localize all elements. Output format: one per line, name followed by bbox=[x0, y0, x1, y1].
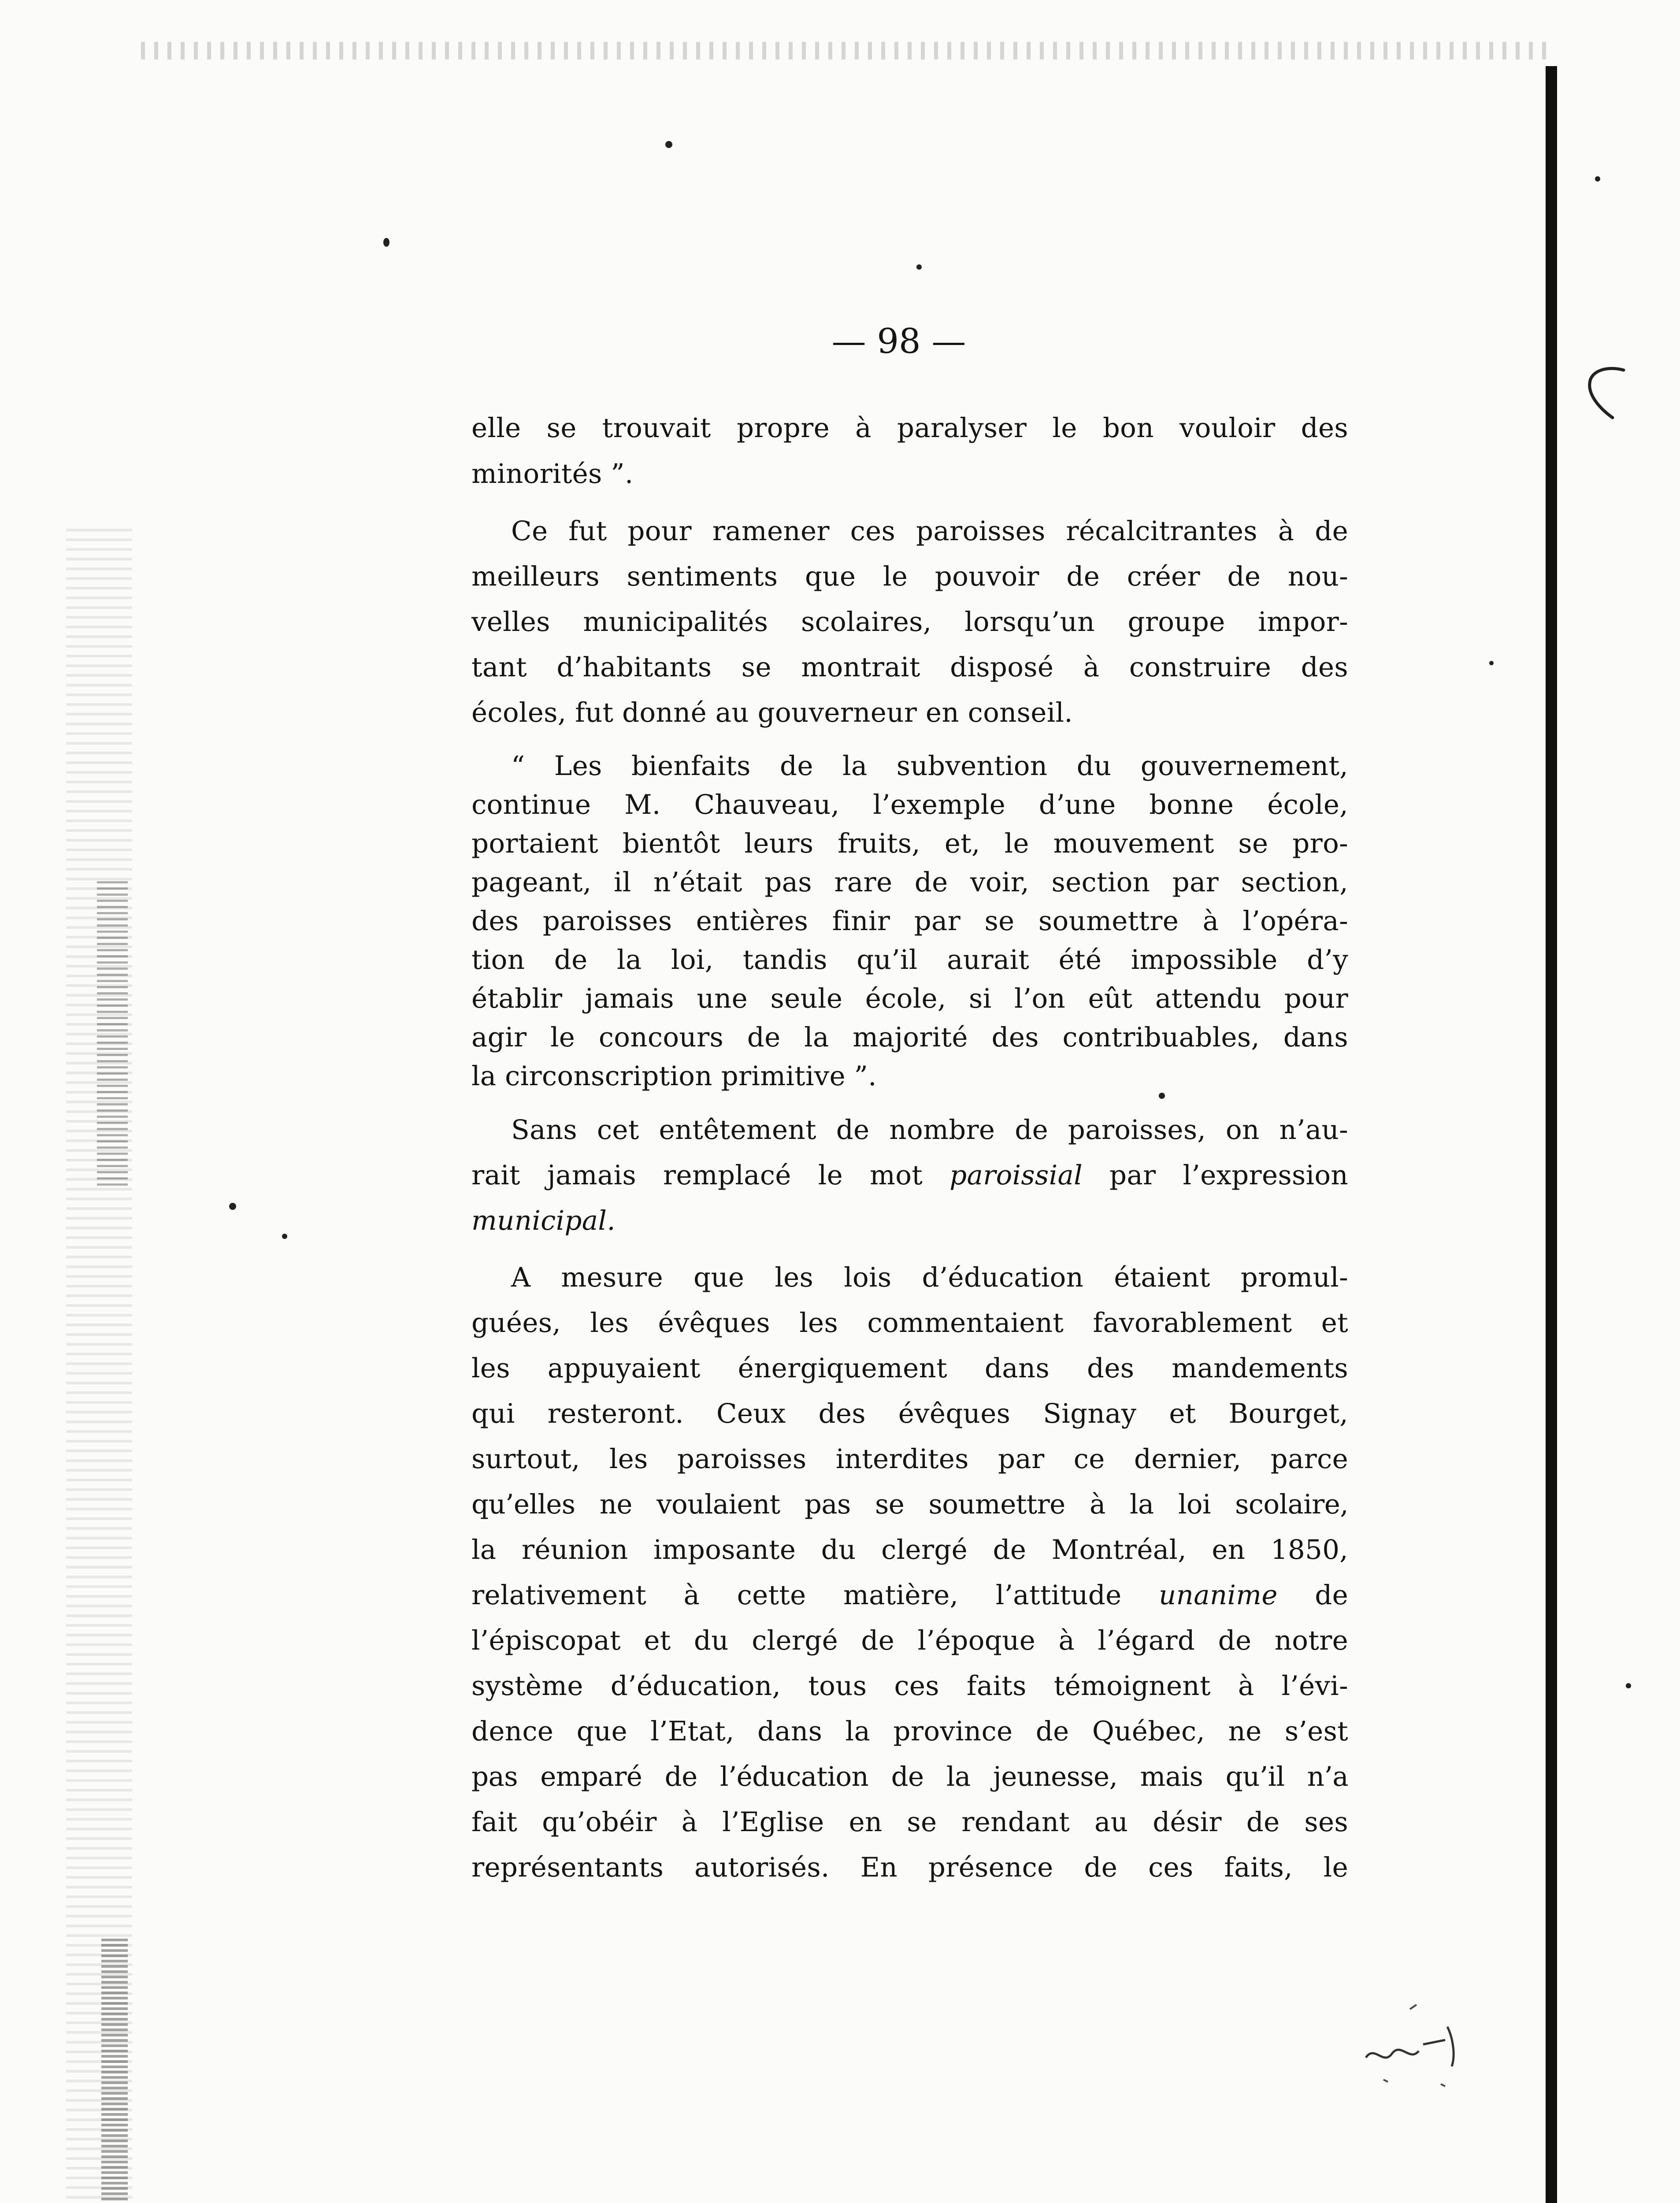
text-line: guées, les évêques les commentaient favorablement et bbox=[471, 1307, 1348, 1339]
text-line: minorités ”. bbox=[471, 458, 634, 490]
text-line-with-italic bbox=[471, 1573, 1348, 1618]
text-line: agir le concours de la majorité des contribuables, dans bbox=[471, 1022, 1348, 1053]
text-segment: par l’expression bbox=[1082, 1160, 1349, 1191]
scan-left-edge-dark-band-lower bbox=[101, 1939, 128, 2203]
scan-speck bbox=[1626, 1683, 1631, 1688]
scan-speck bbox=[282, 1234, 287, 1239]
scan-speck bbox=[916, 264, 922, 270]
text-line: fait qu’obéir à l’Eglise en se rendant au désir de ses bbox=[471, 1806, 1348, 1838]
text-line: meilleurs sentiments que le pouvoir de créer de nou- bbox=[471, 561, 1348, 592]
paragraph-5 bbox=[471, 1255, 1348, 1890]
text-line: pas emparé de l’éducation de la jeunesse, mais qu’il n’a bbox=[471, 1761, 1348, 1792]
text-line: établir jamais une seule école, si l’on eût attendu pour bbox=[471, 983, 1348, 1014]
text-line: la réunion imposante du clergé de Montréal, en 1850, bbox=[471, 1534, 1348, 1565]
body-text bbox=[471, 405, 1348, 1890]
text-line: Ce fut pour ramener ces paroisses récalcitrantes à de bbox=[511, 516, 1348, 547]
text-line: elle se trouvait propre à paralyser le bon vouloir des bbox=[471, 412, 1348, 444]
paragraph-3-quotation bbox=[471, 747, 1348, 1096]
text-line: pageant, il n’était pas rare de voir, section par section, bbox=[471, 867, 1348, 898]
scan-speck bbox=[665, 141, 672, 148]
text-line: l’épiscopat et du clergé de l’époque à l’égard de notre bbox=[471, 1625, 1348, 1656]
scan-speck bbox=[1489, 661, 1494, 665]
text-line: écoles, fut donné au gouverneur en conseil. bbox=[471, 697, 1073, 728]
scan-left-edge-dark-band bbox=[97, 881, 128, 1190]
text-line: les appuyaient énergiquement dans des mandements bbox=[471, 1353, 1348, 1384]
page-number: — 98 — bbox=[831, 322, 966, 361]
pencil-hook-mark bbox=[1582, 366, 1630, 423]
scan-top-edge-noise bbox=[141, 42, 1551, 59]
scan-speck bbox=[1595, 176, 1600, 182]
pencil-scribble-mark bbox=[1357, 1992, 1480, 2106]
scan-speck bbox=[229, 1203, 236, 1210]
text-line: tion de la loi, tandis qu’il aurait été impossible d’y bbox=[471, 944, 1348, 975]
text-line: représentants autorisés. En présence de ces faits, le bbox=[471, 1852, 1348, 1883]
text-line: surtout, les paroisses interdites par ce dernier, parce bbox=[471, 1443, 1348, 1475]
scan-speck bbox=[383, 238, 389, 247]
text-line: qu’elles ne voulaient pas se soumettre à la loi scolaire, bbox=[471, 1489, 1348, 1520]
text-segment: relativement à cette matière, l’attitude bbox=[471, 1580, 1159, 1611]
text-line bbox=[471, 1198, 1348, 1243]
text-line: des paroisses entières finir par se soumettre à l’opéra- bbox=[471, 905, 1348, 937]
text-line: tant d’habitants se montrait disposé à construire des bbox=[471, 652, 1348, 683]
text-segment: rait jamais remplacé le mot bbox=[471, 1160, 950, 1191]
text-line: la circonscription primitive ”. bbox=[471, 1061, 877, 1092]
text-line: velles municipalités scolaires, lorsqu’un groupe impor- bbox=[471, 606, 1348, 638]
right-binding-rule bbox=[1546, 66, 1557, 2203]
italic-term-paroissial: paroissial bbox=[949, 1160, 1083, 1191]
text-line: portaient bientôt leurs fruits, et, le mouvement se pro- bbox=[471, 828, 1348, 859]
italic-term-municipal: municipal. bbox=[471, 1205, 616, 1236]
text-segment: de bbox=[1277, 1580, 1348, 1611]
text-line: “ Les bienfaits de la subvention du gouvernement, bbox=[511, 750, 1348, 782]
text-line-with-italic bbox=[471, 1153, 1348, 1198]
text-line: qui resteront. Ceux des évêques Signay et Bourget, bbox=[471, 1398, 1348, 1429]
text-line: dence que l’Etat, dans la province de Québec, ne s’est bbox=[471, 1716, 1348, 1747]
text-line: A mesure que les lois d’éducation étaient promul- bbox=[511, 1262, 1348, 1293]
paragraph-4 bbox=[471, 1107, 1348, 1243]
text-line: système d’éducation, tous ces faits témoignent à l’évi- bbox=[471, 1670, 1348, 1702]
paragraph-2 bbox=[471, 508, 1348, 735]
paragraph-1 bbox=[471, 405, 1348, 497]
text-line: continue M. Chauveau, l’exemple d’une bonne école, bbox=[471, 789, 1348, 820]
text-line: Sans cet entêtement de nombre de paroisses, on n’au- bbox=[511, 1114, 1348, 1146]
italic-term-unanime: unanime bbox=[1159, 1580, 1278, 1611]
